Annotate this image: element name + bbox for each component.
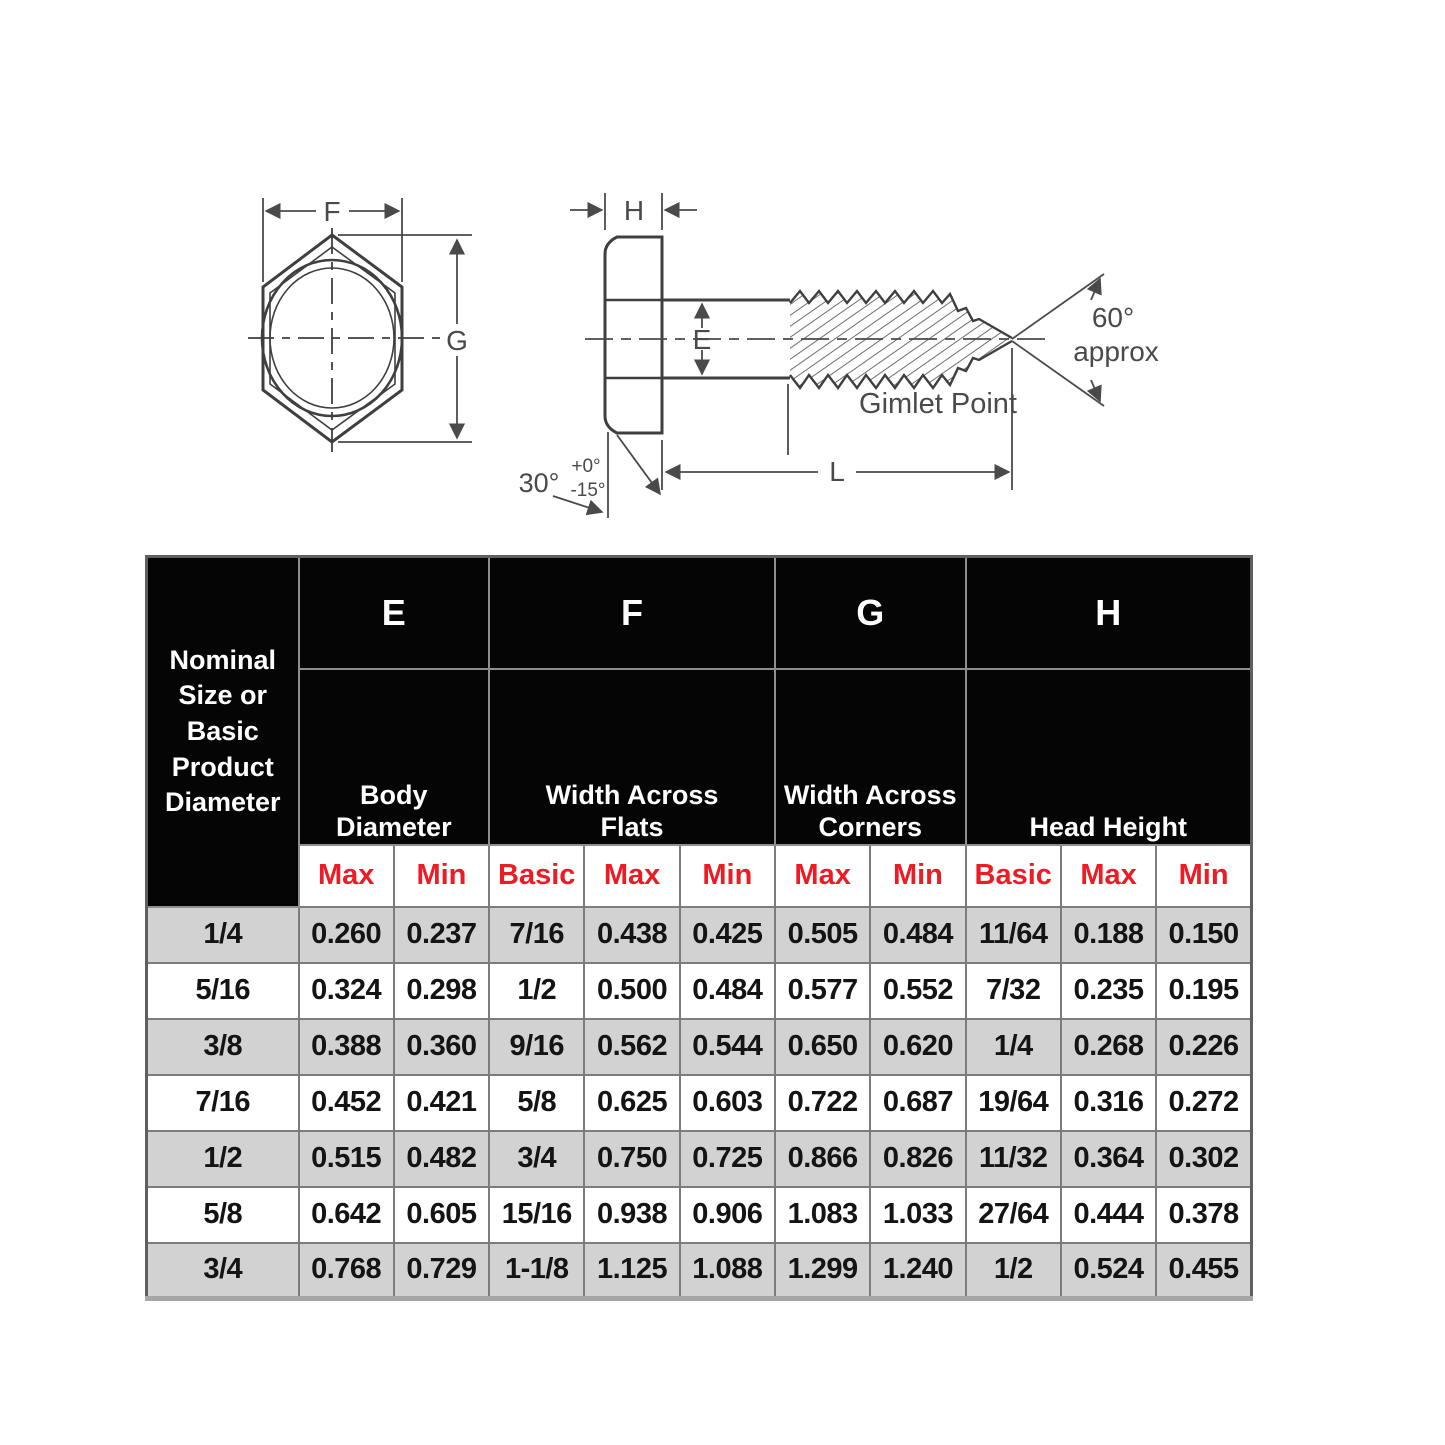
value-cell: 11/32 — [966, 1131, 1061, 1187]
subheader-row — [147, 845, 1252, 907]
point-angle-approx: approx — [1073, 336, 1159, 367]
chamfer-tolerance-minus: -15° — [570, 480, 606, 501]
value-cell: 0.505 — [775, 907, 870, 963]
table-row — [147, 1187, 1252, 1243]
value-cell: 7/16 — [489, 907, 584, 963]
letter-header-row — [147, 557, 1252, 669]
value-cell: 0.438 — [584, 907, 679, 963]
value-cell: 0.324 — [299, 963, 394, 1019]
chamfer-angle-value: 30° — [518, 468, 560, 498]
dimension-h-label: H — [623, 195, 645, 226]
group-name-line: Width Across — [783, 779, 957, 810]
value-cell: 0.421 — [394, 1075, 489, 1131]
subheader-f-basic: Basic — [489, 845, 584, 907]
dimension-table — [145, 555, 1253, 1301]
value-cell: 0.195 — [1156, 963, 1251, 1019]
column-group-g: G — [775, 557, 966, 669]
table-row — [147, 1075, 1252, 1131]
value-cell: 5/8 — [489, 1075, 584, 1131]
value-cell: 3/4 — [489, 1131, 584, 1187]
value-cell: 0.388 — [299, 1019, 394, 1075]
value-cell: 1-1/8 — [489, 1243, 584, 1299]
value-cell: 0.237 — [394, 907, 489, 963]
value-cell: 27/64 — [966, 1187, 1061, 1243]
group-name-head-height — [966, 669, 1252, 845]
value-cell: 0.188 — [1061, 907, 1156, 963]
value-cell: 0.150 — [1156, 907, 1251, 963]
value-cell: 1.240 — [870, 1243, 965, 1299]
value-cell: 0.625 — [584, 1075, 679, 1131]
value-cell: 0.577 — [775, 963, 870, 1019]
value-cell: 0.260 — [299, 907, 394, 963]
size-cell: 3/8 — [147, 1019, 299, 1075]
corner-header: Nominal Size or Basic Product Diameter — [147, 557, 299, 907]
table-row — [147, 1131, 1252, 1187]
value-cell: 0.482 — [394, 1131, 489, 1187]
value-cell: 0.722 — [775, 1075, 870, 1131]
value-cell: 1.033 — [870, 1187, 965, 1243]
value-cell: 0.729 — [394, 1243, 489, 1299]
value-cell: 0.360 — [394, 1019, 489, 1075]
value-cell: 0.452 — [299, 1075, 394, 1131]
value-cell: 0.562 — [584, 1019, 679, 1075]
size-cell: 3/4 — [147, 1243, 299, 1299]
value-cell: 0.544 — [680, 1019, 775, 1075]
gimlet-point-label: Gimlet Point — [859, 388, 1017, 420]
value-cell: 0.378 — [1156, 1187, 1251, 1243]
value-cell: 1.299 — [775, 1243, 870, 1299]
dimension-e-label: E — [692, 324, 712, 355]
column-group-f: F — [489, 557, 775, 669]
value-cell: 15/16 — [489, 1187, 584, 1243]
value-cell: 9/16 — [489, 1019, 584, 1075]
value-cell: 0.826 — [870, 1131, 965, 1187]
subheader-f-max: Max — [584, 845, 679, 907]
hex-head-end-view — [248, 228, 440, 452]
group-name-line: Body — [360, 779, 428, 810]
value-cell: 1/2 — [966, 1243, 1061, 1299]
size-cell: 5/8 — [147, 1187, 299, 1243]
value-cell: 0.552 — [870, 963, 965, 1019]
value-cell: 0.235 — [1061, 963, 1156, 1019]
value-cell: 0.298 — [394, 963, 489, 1019]
value-cell: 0.500 — [584, 963, 679, 1019]
size-cell: 5/16 — [147, 963, 299, 1019]
value-cell: 0.226 — [1156, 1019, 1251, 1075]
value-cell: 0.316 — [1061, 1075, 1156, 1131]
value-cell: 0.687 — [870, 1075, 965, 1131]
value-cell: 0.268 — [1061, 1019, 1156, 1075]
subheader-e-min: Min — [394, 845, 489, 907]
value-cell: 0.515 — [299, 1131, 394, 1187]
size-cell: 7/16 — [147, 1075, 299, 1131]
value-cell: 0.302 — [1156, 1131, 1251, 1187]
value-cell: 0.642 — [299, 1187, 394, 1243]
group-name-line: Flats — [600, 811, 664, 842]
group-name-line: Diameter — [336, 811, 452, 842]
value-cell: 0.725 — [680, 1131, 775, 1187]
value-cell: 1/2 — [489, 963, 584, 1019]
subheader-h-min: Min — [1156, 845, 1251, 907]
subheader-g-min: Min — [870, 845, 965, 907]
subheader-h-max: Max — [1061, 845, 1156, 907]
chamfer-tolerance-plus: +0° — [571, 456, 601, 477]
value-cell: 0.938 — [584, 1187, 679, 1243]
value-cell: 0.484 — [680, 963, 775, 1019]
value-cell: 1/4 — [966, 1019, 1061, 1075]
dimension-f-label: F — [323, 196, 341, 227]
group-name-line: Corners — [818, 811, 923, 842]
column-group-e: E — [299, 557, 490, 669]
size-cell: 1/4 — [147, 907, 299, 963]
group-name-line: Head Height — [1029, 811, 1188, 842]
value-cell: 0.603 — [680, 1075, 775, 1131]
value-cell: 11/64 — [966, 907, 1061, 963]
size-cell: 1/2 — [147, 1131, 299, 1187]
value-cell: 0.605 — [394, 1187, 489, 1243]
table-row — [147, 907, 1252, 963]
table-row — [147, 1243, 1252, 1299]
subheader-h-basic: Basic — [966, 845, 1061, 907]
dimension-l-label: L — [829, 456, 845, 487]
value-cell: 1.125 — [584, 1243, 679, 1299]
value-cell: 0.444 — [1061, 1187, 1156, 1243]
group-name-width-across-corners — [775, 669, 966, 845]
table-row — [147, 963, 1252, 1019]
value-cell: 7/32 — [966, 963, 1061, 1019]
value-cell: 0.455 — [1156, 1243, 1251, 1299]
value-cell: 0.620 — [870, 1019, 965, 1075]
lag-screw-technical-drawing — [230, 160, 1180, 545]
subheader-f-min: Min — [680, 845, 775, 907]
value-cell: 0.425 — [680, 907, 775, 963]
description-header-row — [147, 669, 1252, 845]
group-name-line: Width Across — [545, 779, 719, 810]
value-cell: 0.524 — [1061, 1243, 1156, 1299]
value-cell: 19/64 — [966, 1075, 1061, 1131]
point-angle-value: 60° — [1091, 302, 1135, 333]
group-name-body-diameter — [299, 669, 490, 845]
value-cell: 0.906 — [680, 1187, 775, 1243]
value-cell: 0.484 — [870, 907, 965, 963]
value-cell: 0.364 — [1061, 1131, 1156, 1187]
table-row — [147, 1019, 1252, 1075]
head-chamfer-angle-30 — [553, 432, 660, 518]
value-cell: 0.650 — [775, 1019, 870, 1075]
value-cell: 0.768 — [299, 1243, 394, 1299]
subheader-g-max: Max — [775, 845, 870, 907]
value-cell: 1.088 — [680, 1243, 775, 1299]
value-cell: 0.866 — [775, 1131, 870, 1187]
subheader-e-max: Max — [299, 845, 394, 907]
value-cell: 0.750 — [584, 1131, 679, 1187]
dimension-g-label: G — [446, 325, 468, 356]
value-cell: 0.272 — [1156, 1075, 1251, 1131]
group-name-width-across-flats — [489, 669, 775, 845]
value-cell: 1.083 — [775, 1187, 870, 1243]
column-group-h: H — [966, 557, 1252, 669]
